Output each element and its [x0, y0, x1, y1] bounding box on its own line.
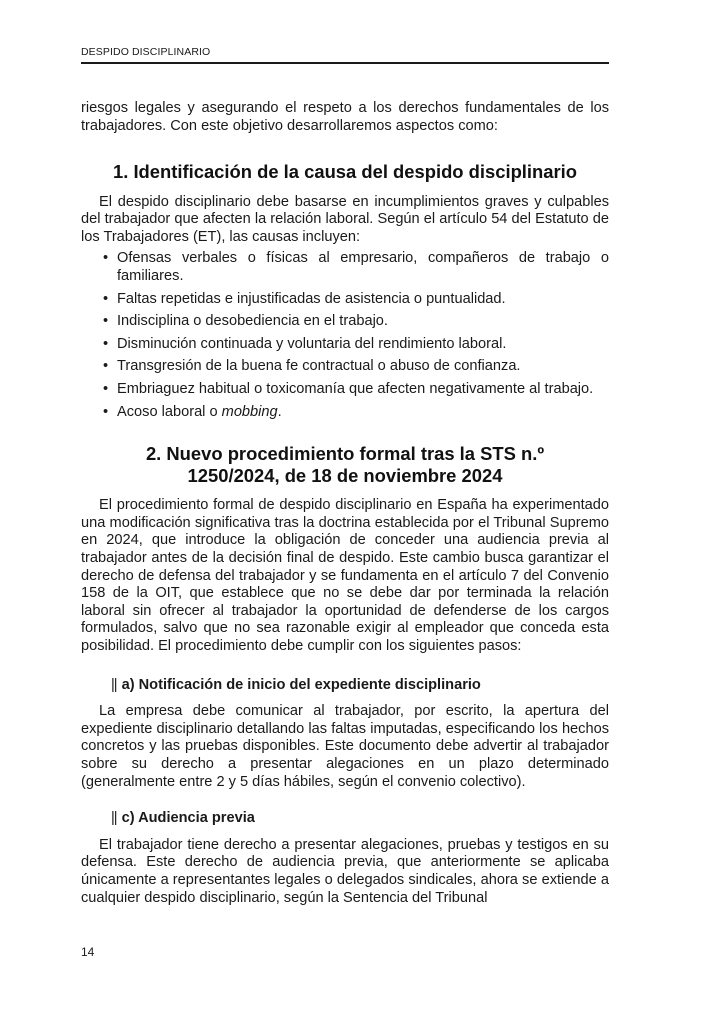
- bullet-icon: •: [103, 313, 109, 330]
- page-body: [81, 100, 609, 907]
- subsection-c-heading: || c) Audiencia previa: [111, 810, 255, 827]
- subsection-a-heading: || a) Notificación de inicio del expediente disciplinario: [111, 676, 481, 693]
- section-marker: ||: [111, 810, 117, 827]
- bullet-icon: •: [103, 403, 109, 420]
- list-item: • Indisciplina o desobediencia en el trabajo.: [103, 313, 388, 330]
- list-item: • Transgresión de la buena fe contractual o abuso de confianza.: [103, 358, 521, 375]
- list-item: • Acoso laboral o mobbing.: [103, 403, 282, 420]
- list-item: • Embriaguez habitual o toxicomanía que afecten negativamente al trabajo.: [103, 381, 594, 398]
- section-1-heading: 1. Identificación de la causa del despido disciplinario: [113, 161, 577, 183]
- subsection-c-paragraph: El trabajador tiene derecho a presentar alegaciones, pruebas y testigos en su defensa. Este derecho de audiencia previa, que anteriormente se aplicaba únicamente a representantes legales o delegados sindicales, ahora se extiende a cualquier despido disciplinario, según la Sentencia del Tribunal: [81, 836, 609, 906]
- section-2-paragraph: El procedimiento formal de despido disciplinario en España ha experimentado una modificación significativa tras la doctrina establecida por el Tribunal Supremo en 2024, que introduce la obligación de conceder una audiencia previa al trabajador antes de la decisión final de despido. Este cambio busca garantizar el derecho de defensa del trabajador y se fundamenta en el artículo 7 del Convenio 158 de la OIT, que establece que no se debe dar por terminada la relación laboral sin ofrecer al trabajador la oportunidad de defenderse de los cargos formulados, salvo que no sea razonable exigir al empleador que conceda esta posibilidad. El procedimiento debe cumplir con los siguientes pasos:: [81, 497, 609, 654]
- bullet-icon: •: [103, 381, 109, 398]
- subsection-a-paragraph: La empresa debe comunicar al trabajador, por escrito, la apertura del expediente disciplinario detallando las faltas imputadas, especificando los hechos concretos y las pruebas disponibles. Este documento debe advertir al trabajador sobre su derecho a presentar alegaciones en un plazo determinado (generalmente entre 2 y 5 días hábiles, según el convenio colectivo).: [81, 703, 609, 790]
- list-item: • Disminución continuada y voluntaria del rendimiento laboral.: [103, 335, 507, 352]
- section-1-paragraph: El despido disciplinario debe basarse en incumplimientos graves y culpables del trabajador que afecten la relación laboral. Según el artículo 54 del Estatuto de los Trabajadores (ET), las causas incluyen:: [81, 193, 609, 245]
- list-item: • Ofensas verbales o físicas al empresario, compañeros de trabajo o familiares.: [103, 250, 609, 285]
- bullet-icon: •: [103, 290, 109, 307]
- running-header: DESPIDO DISCIPLINARIO: [81, 46, 211, 58]
- intro-paragraph: riesgos legales y asegurando el respeto a los derechos fundamentales de los trabajadores. Con este objetivo desarrollaremos aspectos como:: [81, 100, 609, 134]
- bullet-icon: •: [103, 335, 109, 352]
- causes-list: [81, 250, 609, 421]
- header-rule: [81, 62, 609, 64]
- section-2-heading: 2. Nuevo procedimiento formal tras la STS n.º 1250/2024, de 18 de noviembre 2024: [145, 443, 545, 486]
- page-number: 14: [81, 945, 95, 959]
- bullet-icon: •: [103, 358, 109, 375]
- list-item: • Faltas repetidas e injustificadas de asistencia o puntualidad.: [103, 290, 506, 307]
- section-marker: ||: [111, 676, 117, 693]
- bullet-icon: •: [103, 250, 109, 267]
